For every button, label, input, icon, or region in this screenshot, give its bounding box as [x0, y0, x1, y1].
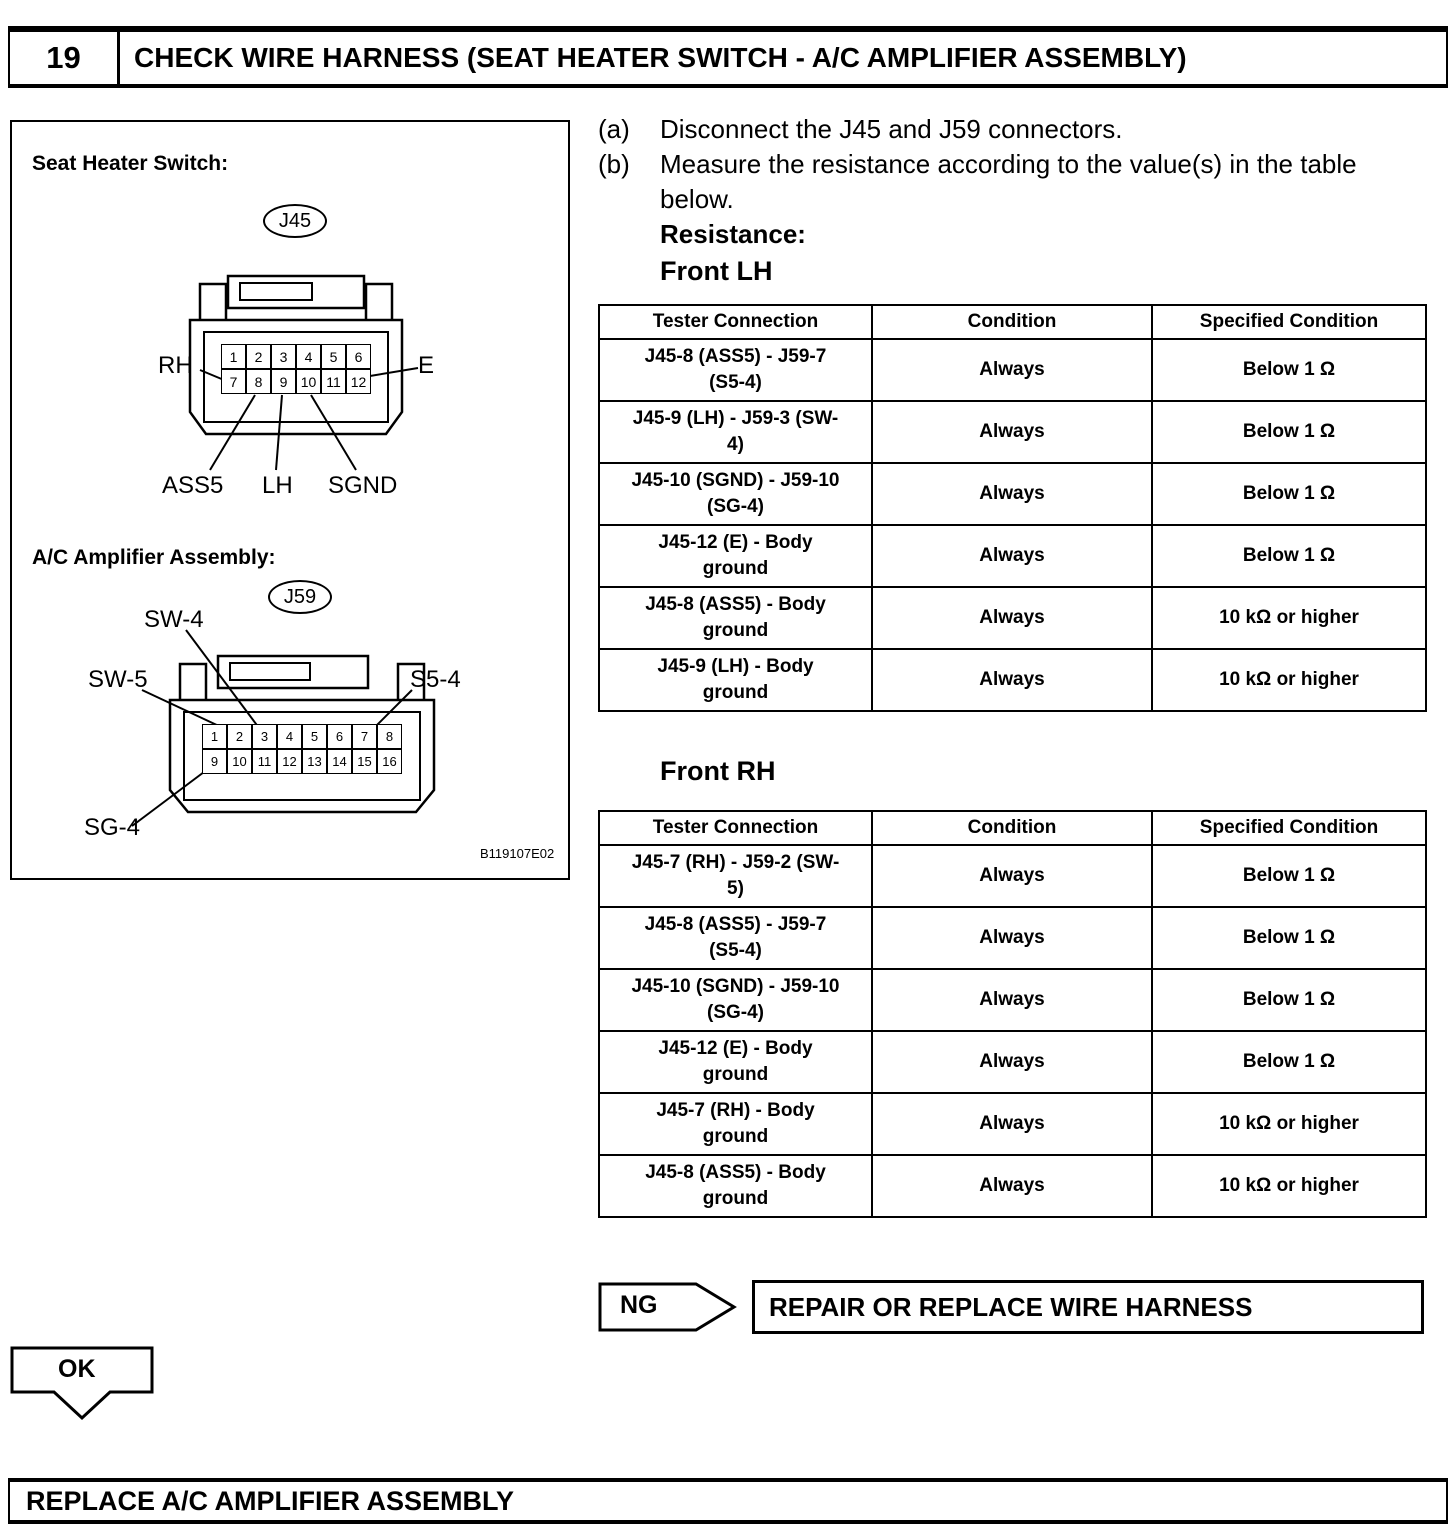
e-pin-label: E [418, 352, 435, 379]
page-title: CHECK WIRE HARNESS (SEAT HEATER SWITCH - A/C AMPLIFIER ASSEMBLY) [134, 42, 1187, 73]
pin-cell: 9 [271, 369, 296, 394]
condition-cell: Always [872, 649, 1152, 711]
ok-action-bar: REPLACE A/C AMPLIFIER ASSEMBLY [8, 1478, 1448, 1524]
pin-cell: 5 [321, 344, 346, 369]
j45-pin-grid [221, 344, 371, 394]
j45-connector-oval: J45 [263, 204, 327, 238]
table-row [599, 525, 1426, 587]
condition-cell: Always [872, 463, 1152, 525]
pin-cell: 8 [246, 369, 271, 394]
condition-cell: Always [872, 1155, 1152, 1217]
tester-connection-cell: J45-9 (LH) - Body ground [599, 649, 872, 711]
condition-cell: Always [872, 1031, 1152, 1093]
sg4-pin-label: SG-4 [84, 814, 141, 841]
pin-cell: 4 [277, 724, 302, 749]
col-header-tester-connection: Tester Connection [599, 305, 872, 339]
table-row [599, 587, 1426, 649]
condition-cell: Always [872, 401, 1152, 463]
table-header-row [599, 811, 1426, 845]
pin-cell: 12 [346, 369, 371, 394]
table-row [599, 1155, 1426, 1217]
pin-cell: 11 [321, 369, 346, 394]
pin-cell: 13 [302, 749, 327, 774]
col-header-specified-condition: Specified Condition [1152, 305, 1426, 339]
table-row [599, 649, 1426, 711]
front-rh-heading: Front RH [660, 756, 776, 786]
tester-connection-cell: J45-7 (RH) - J59-2 (SW-5) [599, 845, 872, 907]
tester-connection-cell: J45-12 (E) - Body ground [599, 1031, 872, 1093]
sgnd-pin-label: SGND [328, 472, 398, 499]
tester-connection-cell: J45-8 (ASS5) - J59-7 (S5-4) [599, 339, 872, 401]
seat-heater-switch-label: Seat Heater Switch: [32, 152, 229, 175]
specified-condition-cell: Below 1 Ω [1152, 463, 1426, 525]
table-row [599, 1031, 1426, 1093]
specified-condition-cell: Below 1 Ω [1152, 339, 1426, 401]
col-header-condition: Condition [872, 811, 1152, 845]
tester-connection-cell: J45-8 (ASS5) - Body ground [599, 587, 872, 649]
specified-condition-cell: Below 1 Ω [1152, 525, 1426, 587]
ass5-pin-label: ASS5 [162, 472, 224, 499]
step-b-text: Measure the resistance according to the value(s) in the table below. [660, 149, 1357, 214]
table-row [599, 339, 1426, 401]
condition-cell: Always [872, 845, 1152, 907]
tester-connection-cell: J45-8 (ASS5) - Body ground [599, 1155, 872, 1217]
step-a-text: Disconnect the J45 and J59 connectors. [660, 114, 1123, 144]
pin-cell: 6 [327, 724, 352, 749]
lh-pin-label: LH [262, 472, 293, 499]
front-lh-heading: Front LH [660, 256, 773, 286]
front-rh-table [598, 810, 1427, 1218]
ng-arrow-shape [598, 1282, 738, 1332]
condition-cell: Always [872, 969, 1152, 1031]
ok-arrow [10, 1346, 158, 1424]
pin-cell: 3 [271, 344, 296, 369]
step-header [8, 26, 1448, 88]
pin-cell: 6 [346, 344, 371, 369]
pin-cell: 7 [352, 724, 377, 749]
specified-condition-cell: 10 kΩ or higher [1152, 1155, 1426, 1217]
pin-cell: 10 [227, 749, 252, 774]
specified-condition-cell: Below 1 Ω [1152, 907, 1426, 969]
table-row [599, 845, 1426, 907]
pin-cell: 9 [202, 749, 227, 774]
specified-condition-cell: 10 kΩ or higher [1152, 587, 1426, 649]
specified-condition-cell: Below 1 Ω [1152, 401, 1426, 463]
sw5-pin-label: SW-5 [88, 666, 148, 693]
ng-arrow [598, 1282, 738, 1332]
pin-cell: 8 [377, 724, 402, 749]
pin-cell: 15 [352, 749, 377, 774]
tester-connection-cell: J45-10 (SGND) - J59-10 (SG-4) [599, 463, 872, 525]
step-b-label: (b) [598, 149, 630, 179]
pin-cell: 2 [227, 724, 252, 749]
pin-cell: 3 [252, 724, 277, 749]
pin-cell: 10 [296, 369, 321, 394]
step-number: 19 [10, 32, 120, 84]
pin-cell: 16 [377, 749, 402, 774]
pin-cell: 11 [252, 749, 277, 774]
col-header-specified-condition: Specified Condition [1152, 811, 1426, 845]
pin-cell: 2 [246, 344, 271, 369]
step-a-label: (a) [598, 114, 630, 144]
specified-condition-cell: Below 1 Ω [1152, 845, 1426, 907]
condition-cell: Always [872, 587, 1152, 649]
sw4-pin-label: SW-4 [144, 606, 204, 633]
tester-connection-cell: J45-12 (E) - Body ground [599, 525, 872, 587]
instruction-step-b [598, 147, 1430, 217]
resistance-label: Resistance: [660, 219, 806, 249]
table-row [599, 907, 1426, 969]
specified-condition-cell: 10 kΩ or higher [1152, 649, 1426, 711]
specified-condition-cell: Below 1 Ω [1152, 969, 1426, 1031]
instruction-step-a [598, 112, 1430, 147]
ac-amplifier-assembly-label: A/C Amplifier Assembly: [32, 546, 276, 569]
pin-cell: 1 [221, 344, 246, 369]
pin-cell: 14 [327, 749, 352, 774]
condition-cell: Always [872, 907, 1152, 969]
table-header-row [599, 305, 1426, 339]
pin-cell: 4 [296, 344, 321, 369]
instructions-block [598, 112, 1430, 289]
j59-pin-grid [202, 724, 402, 774]
figure-code: B119107E02 [480, 846, 555, 861]
pin-cell: 1 [202, 724, 227, 749]
specified-condition-cell: Below 1 Ω [1152, 1031, 1426, 1093]
pin-cell: 7 [221, 369, 246, 394]
connector-diagram-panel [10, 120, 570, 880]
tester-connection-cell: J45-9 (LH) - J59-3 (SW-4) [599, 401, 872, 463]
condition-cell: Always [872, 525, 1152, 587]
rh-pin-label: RH [158, 352, 193, 379]
ng-label: NG [620, 1291, 658, 1319]
table-row [599, 969, 1426, 1031]
front-lh-table [598, 304, 1427, 712]
table-row [599, 401, 1426, 463]
ok-label: OK [58, 1355, 96, 1383]
ng-action-box: REPAIR OR REPLACE WIRE HARNESS [752, 1280, 1424, 1334]
j59-connector-oval: J59 [268, 580, 332, 614]
pin-cell: 12 [277, 749, 302, 774]
specified-condition-cell: 10 kΩ or higher [1152, 1093, 1426, 1155]
tester-connection-cell: J45-8 (ASS5) - J59-7 (S5-4) [599, 907, 872, 969]
condition-cell: Always [872, 339, 1152, 401]
col-header-tester-connection: Tester Connection [599, 811, 872, 845]
pin-cell: 5 [302, 724, 327, 749]
condition-cell: Always [872, 1093, 1152, 1155]
table-row [599, 463, 1426, 525]
tester-connection-cell: J45-10 (SGND) - J59-10 (SG-4) [599, 969, 872, 1031]
table-row [599, 1093, 1426, 1155]
tester-connection-cell: J45-7 (RH) - Body ground [599, 1093, 872, 1155]
s54-pin-label: S5-4 [410, 666, 461, 693]
col-header-condition: Condition [872, 305, 1152, 339]
